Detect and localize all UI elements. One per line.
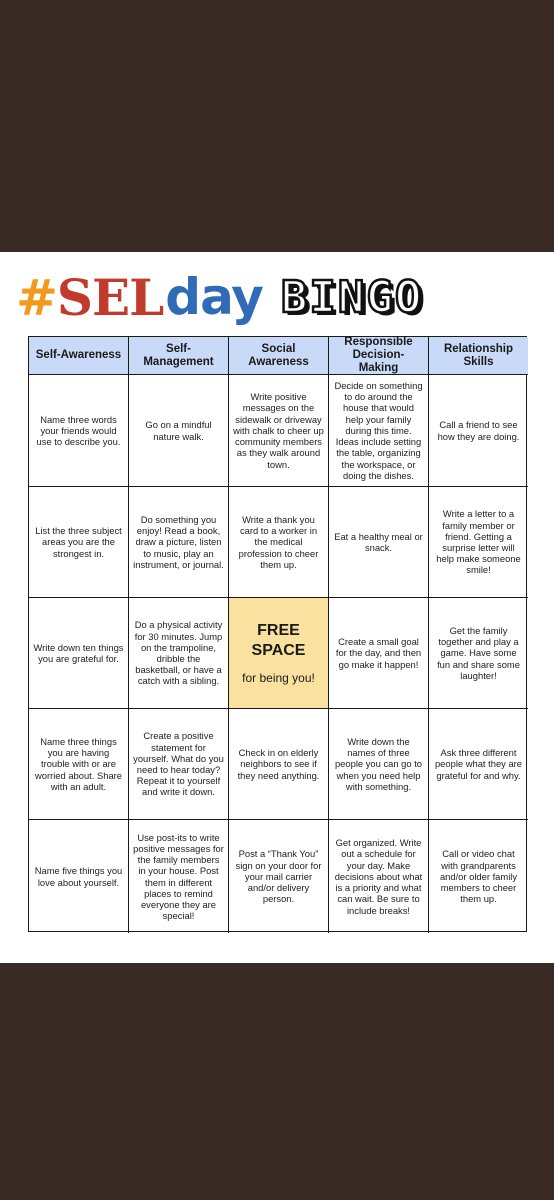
bingo-cell: Do something you enjoy! Read a book, draw a picture, listen to music, play an instrument, or journal. — [129, 487, 229, 598]
header-social-awareness: Social Awareness — [229, 337, 329, 375]
header-responsible-decision-making: Responsible Decision-Making — [329, 337, 429, 375]
bingo-cell: Create a small goal for the day, and then go make it happen! — [329, 598, 429, 709]
free-space-cell — [229, 598, 329, 709]
title-sel: SEL — [56, 267, 164, 327]
bingo-sheet — [0, 252, 554, 963]
bingo-cell: Name three things you are having trouble with or are worried about. Share with an adult. — [29, 709, 129, 820]
title-hash: # — [16, 267, 57, 327]
free-space-line-2: SPACE — [251, 642, 306, 660]
bingo-cell: Write down the names of three people you can go to when you need help with something. — [329, 709, 429, 820]
bingo-cell: Write positive messages on the sidewalk or driveway with chalk to cheer up community members as they walk around town. — [229, 375, 329, 487]
title-day: day — [165, 268, 263, 326]
header-self-management: Self-Management — [129, 337, 229, 375]
bingo-cell: Write a letter to a family member or friend. Getting a surprise letter will help make someone smile! — [429, 487, 528, 598]
bingo-cell: Post a “Thank You” sign on your door for your mail carrier and/or delivery person. — [229, 820, 329, 933]
bingo-cell: Get the family together and play a game. Have some fun and share some laughter! — [429, 598, 528, 709]
bingo-cell: Ask three different people what they are grateful for and why. — [429, 709, 528, 820]
free-space-line-1: FREE — [257, 622, 300, 640]
bingo-grid — [28, 336, 527, 932]
bingo-cell: Call or video chat with grandparents and/or older family members to cheer them up. — [439, 848, 518, 905]
header-relationship-skills: Relationship Skills — [429, 337, 528, 375]
bingo-cell: Go on a mindful nature walk. — [129, 375, 229, 487]
page-title — [16, 264, 536, 330]
free-space-title — [252, 621, 306, 661]
bingo-cell: Get organized. Write out a schedule for your day. Make decisions about what is a priority and what can wait. Be sure to include breaks! — [329, 820, 429, 933]
free-space-subtitle: for being you! — [242, 671, 315, 686]
bingo-cell: Check in on elderly neighbors to see if they need anything. — [229, 709, 329, 820]
title-bingo: BINGO — [280, 271, 424, 323]
bingo-cell: Do a physical activity for 30 minutes. Jump on the trampoline, dribble the basketball, or have a catch with a sibling. — [129, 598, 229, 709]
header-self-awareness: Self-Awareness — [29, 337, 129, 375]
bingo-cell: Call a friend to see how they are doing. — [429, 375, 528, 487]
bingo-cell: Create a positive statement for yourself. What do you need to hear today? Repeat it to yourself and write it down. — [129, 709, 229, 820]
bingo-cell: Name three words your friends would use to describe you. — [29, 375, 129, 487]
bingo-cell: Name five things you love about yourself. — [29, 820, 129, 933]
bingo-cell: List the three subject areas you are the strongest in. — [29, 487, 129, 598]
bingo-cell: Eat a healthy meal or snack. — [329, 487, 429, 598]
bingo-cell: Write a thank you card to a worker in the medical profession to cheer them up. — [229, 487, 329, 598]
bingo-cell: Write down ten things you are grateful for. — [29, 598, 129, 709]
bingo-cell: Use post-its to write positive messages for the family members in your house. Post them in different places to remind everyone they are special! — [129, 820, 229, 933]
bingo-cell: Decide on something to do around the house that would help your family during this time. Ideas include setting the table, organizing the workspace, or doing the dishes. — [329, 375, 429, 487]
